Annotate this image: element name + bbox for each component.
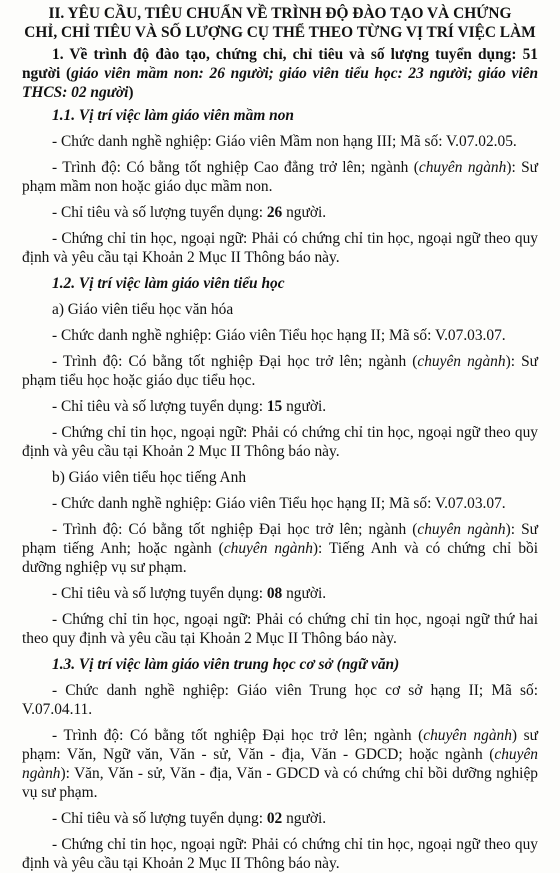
preschool-degree: - Trình độ: Có bằng tốt nghiệp Cao đẳng trở lên; ngành (chuyên ngành): Sư phạm mầm non hoặc giáo dục mầm non. [22,159,538,195]
primary-general-heading: a) Giáo viên tiểu học văn hóa [52,301,234,318]
preschool-certificates: - Chứng chỉ tin học, ngoại ngữ: Phải có chứng chỉ tin học, ngoại ngữ theo quy định và yêu cầu tại Khoản 2 Mục II Thông báo này. [22,230,538,266]
primary-english-certificates: - Chứng chỉ tin học, ngoại ngữ: Phải có chứng chỉ tin học, ngoại ngữ thứ hai theo quy định và yêu cầu tại Khoản 2 Mục II Thông báo này. [22,611,538,647]
primary-english-job-title: - Chức danh nghề nghiệp: Giáo viên Tiểu học hạng II; Mã số: V.07.03.07. [52,495,506,512]
preschool-job-title: - Chức danh nghề nghiệp: Giáo viên Mầm non hạng III; Mã số: V.07.02.05. [52,133,517,150]
primary-general-degree: - Trình độ: Có bằng tốt nghiệp Đại học trở lên; ngành (chuyên ngành): Sư phạm tiểu học hoặc giáo dục tiểu học. [22,353,538,389]
secondary-certificates: - Chứng chỉ tin học, ngoại ngữ: Phải có chứng chỉ tin học, ngoại ngữ theo quy định và yêu cầu tại Khoản 2 Mục II Thông báo này. [22,836,538,872]
summary-close: ) [128,84,134,101]
section-heading [22,4,538,42]
section-primary-title: 1.2. Vị trí việc làm giáo viên tiểu học [52,275,285,292]
primary-english-degree: - Trình độ: Có bằng tốt nghiệp Đại học trở lên; ngành (chuyên ngành): Sư phạm tiếng Anh; hoặc ngành (chuyên ngành): Tiếng Anh và có chứng chỉ bồi dưỡng nghiệp vụ sư phạm. [22,521,538,576]
recruitment-summary [22,45,538,102]
primary-general-quota: - Chỉ tiêu và số lượng tuyển dụng: 15 người. [52,398,327,415]
heading-line-2: CHỈ, CHỈ TIÊU VÀ SỐ LƯỢNG CỤ THỂ THEO TỪNG VỊ TRÍ VIỆC LÀM [24,24,536,41]
primary-english-quota: - Chỉ tiêu và số lượng tuyển dụng: 08 người. [52,585,327,602]
primary-general-certificates: - Chứng chỉ tin học, ngoại ngữ: Phải có chứng chỉ tin học, ngoại ngữ theo quy định và yêu cầu tại Khoản 2 Mục II Thông báo này. [22,424,538,460]
primary-general-job-title: - Chức danh nghề nghiệp: Giáo viên Tiểu học hạng II; Mã số: V.07.03.07. [52,327,506,344]
secondary-quota: - Chỉ tiêu và số lượng tuyển dụng: 02 người. [52,810,327,827]
heading-line-1: II. YÊU CẦU, TIÊU CHUẨN VỀ TRÌNH ĐỘ ĐÀO TẠO VÀ CHỨNG [48,5,512,22]
section-secondary-title: 1.3. Vị trí việc làm giáo viên trung học cơ sở (ngữ văn) [52,656,400,673]
primary-english-heading: b) Giáo viên tiểu học tiếng Anh [52,469,247,486]
summary-detail: giáo viên mầm non: 26 người; giáo viên tiểu học: 23 người; giáo viên THCS: 02 người [22,65,539,101]
section-preschool-title: 1.1. Vị trí việc làm giáo viên mầm non [52,107,294,124]
secondary-job-title: - Chức danh nghề nghiệp: Giáo viên Trung học cơ sở hạng II; Mã số: V.07.04.11. [22,682,538,718]
preschool-quota: - Chỉ tiêu và số lượng tuyển dụng: 26 người. [52,204,327,221]
summary-text: 1. Về trình độ đào tạo, chứng chỉ, chỉ tiêu và số lượng tuyển dụng: 51 người ( [22,46,538,82]
secondary-degree: - Trình độ: Có bằng tốt nghiệp Đại học trở lên; ngành (chuyên ngành) sư phạm: Văn, Ngữ văn, Văn - sử, Văn - địa, Văn - GDCD; hoặc ngành (chuyên ngành): Văn, Văn - sử, Văn - địa, Văn - GDCD và có chứng chỉ bồi dưỡng nghiệp vụ sư phạm. [22,727,538,801]
